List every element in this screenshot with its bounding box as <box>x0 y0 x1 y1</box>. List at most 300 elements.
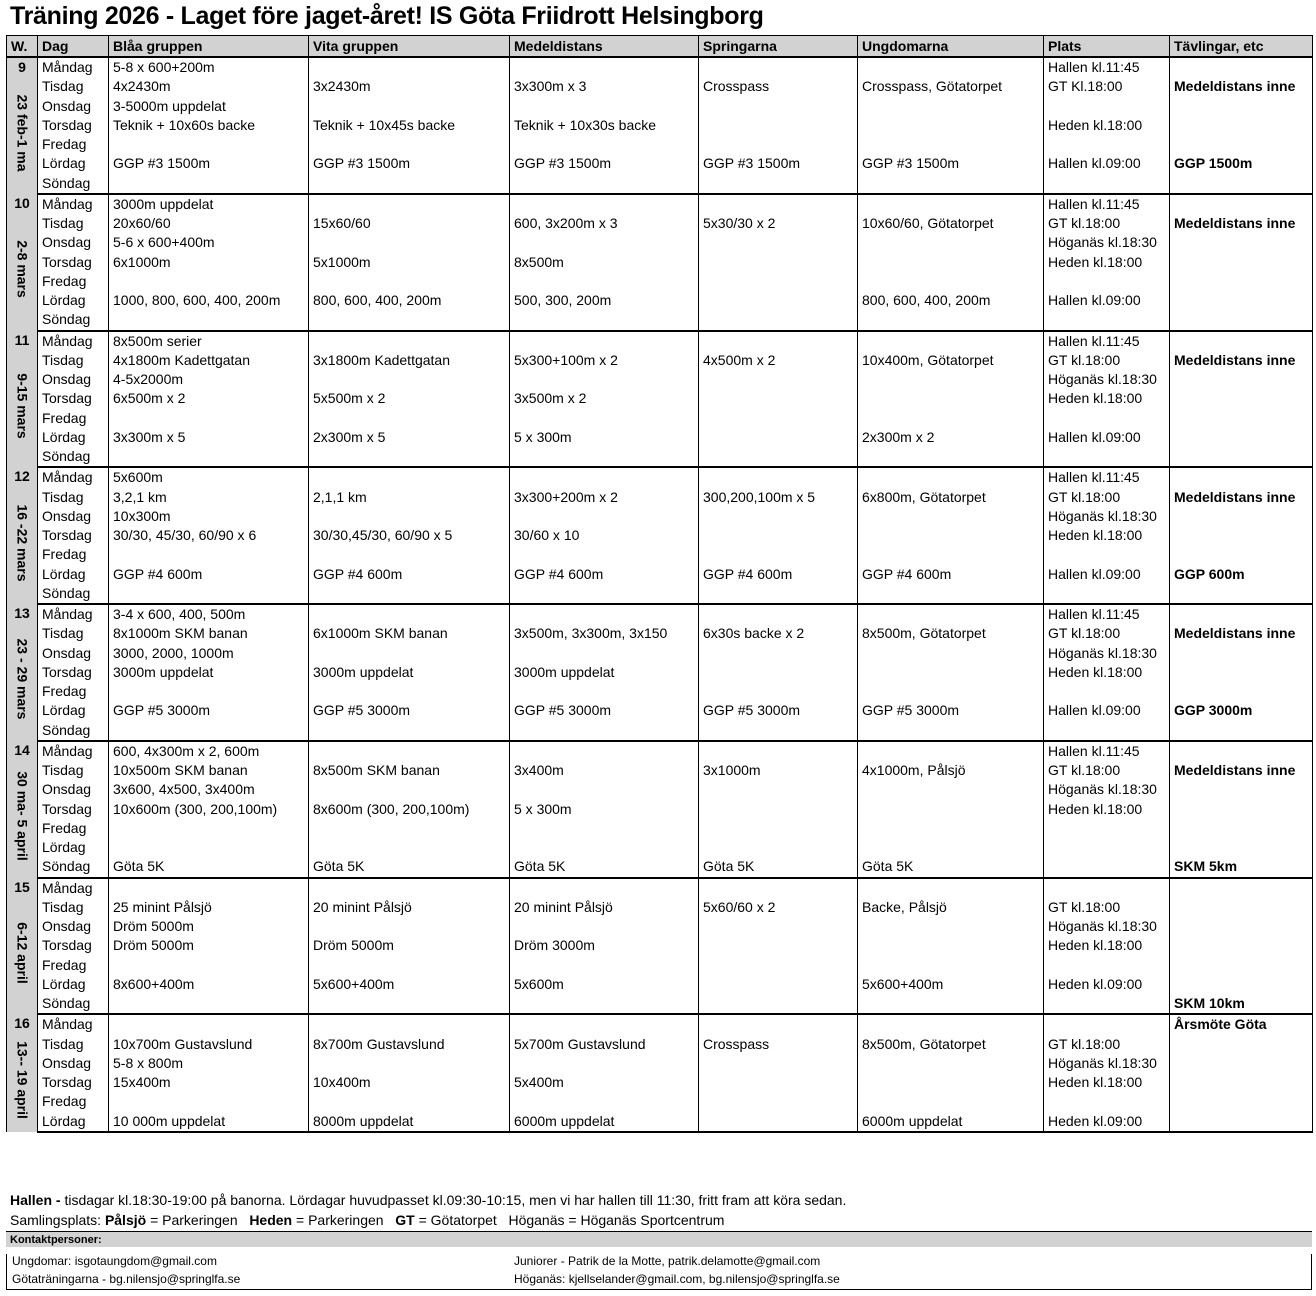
blue-group-cell: 5-8 x 600+200m <box>109 57 309 77</box>
youth-cell: GGP #3 1500m <box>858 154 1044 173</box>
day-cell: Fredag <box>38 1092 109 1111</box>
heden-text: = Parkeringen <box>292 1212 396 1228</box>
place-cell: Heden kl.18:00 <box>1044 116 1170 135</box>
blue-group-cell: 5-6 x 600+400m <box>109 233 309 252</box>
training-schedule-table <box>6 35 1313 1133</box>
schedule-row <box>7 174 1313 194</box>
youth-cell <box>858 644 1044 663</box>
youth-cell: Backe, Pålsjö <box>858 898 1044 917</box>
middle-distance-cell <box>510 819 699 838</box>
day-cell: Lördag <box>38 1112 109 1132</box>
day-cell: Måndag <box>38 878 109 898</box>
competitions-cell <box>1170 1054 1313 1073</box>
blue-group-cell <box>109 994 309 1014</box>
runners-cell <box>699 174 858 194</box>
day-cell: Onsdag <box>38 97 109 116</box>
week-number: 13 <box>14 605 30 621</box>
youth-cell: 6x800m, Götatorpet <box>858 488 1044 507</box>
runners-cell <box>699 194 858 214</box>
day-cell: Torsdag <box>38 800 109 819</box>
youth-cell <box>858 174 1044 194</box>
place-cell <box>1044 409 1170 428</box>
week-cell <box>7 604 38 741</box>
week-date-range: 6-12 april <box>14 922 31 984</box>
day-cell: Lördag <box>38 565 109 584</box>
youth-cell <box>858 604 1044 624</box>
place-cell: GT kl.18:00 <box>1044 488 1170 507</box>
schedule-row <box>7 351 1313 370</box>
place-cell <box>1044 310 1170 330</box>
blue-group-cell: 6x500m x 2 <box>109 389 309 408</box>
competitions-cell <box>1170 663 1313 682</box>
header-youth: Ungdomarna <box>858 36 1044 58</box>
blue-group-cell <box>109 682 309 701</box>
blue-group-cell: Dröm 5000m <box>109 917 309 936</box>
place-cell: Hallen kl.09:00 <box>1044 701 1170 720</box>
place-cell: GT kl.18:00 <box>1044 351 1170 370</box>
competitions-cell <box>1170 467 1313 487</box>
runners-cell <box>699 389 858 408</box>
youth-cell <box>858 389 1044 408</box>
schedule-row <box>7 800 1313 819</box>
runners-cell <box>699 1054 858 1073</box>
schedule-row <box>7 291 1313 310</box>
middle-distance-cell: GGP #5 3000m <box>510 701 699 720</box>
white-group-cell <box>309 819 510 838</box>
schedule-row <box>7 447 1313 467</box>
place-cell: Heden kl.18:00 <box>1044 800 1170 819</box>
youth-cell <box>858 917 1044 936</box>
white-group-cell <box>309 174 510 194</box>
schedule-row <box>7 253 1313 272</box>
blue-group-cell: GGP #4 600m <box>109 565 309 584</box>
day-cell: Lördag <box>38 838 109 857</box>
day-cell: Söndag <box>38 584 109 604</box>
header-middle-distance: Medeldistans <box>510 36 699 58</box>
white-group-cell <box>309 310 510 330</box>
place-cell <box>1044 994 1170 1014</box>
youth-cell: Crosspass, Götatorpet <box>858 77 1044 96</box>
place-cell <box>1044 721 1170 741</box>
schedule-row <box>7 701 1313 720</box>
schedule-row <box>7 682 1313 701</box>
competitions-cell: GGP 3000m <box>1170 701 1313 720</box>
schedule-row <box>7 370 1313 389</box>
header-day: Dag <box>38 36 109 58</box>
place-cell: Hallen kl.11:45 <box>1044 331 1170 351</box>
competitions-cell <box>1170 409 1313 428</box>
middle-distance-cell <box>510 741 699 761</box>
middle-distance-cell <box>510 174 699 194</box>
week-number: 10 <box>14 194 30 211</box>
blue-group-cell: 3x300m x 5 <box>109 428 309 447</box>
hallen-text: tisdagar kl.18:30-19:00 på banorna. Lördagar huvudpasset kl.09:30-10:15, men vi har hallen till 11:30, fritt fram att köra sedan. <box>60 1192 847 1208</box>
blue-group-cell: 10x600m (300, 200,100m) <box>109 800 309 819</box>
youth-cell <box>858 507 1044 526</box>
white-group-cell <box>309 838 510 857</box>
runners-cell <box>699 467 858 487</box>
runners-cell <box>699 310 858 330</box>
place-cell <box>1044 819 1170 838</box>
competitions-cell: Medeldistans inne <box>1170 624 1313 643</box>
place-cell: Höganäs kl.18:30 <box>1044 644 1170 663</box>
youth-cell <box>858 800 1044 819</box>
place-cell <box>1044 584 1170 604</box>
competitions-cell: Medeldistans inne <box>1170 488 1313 507</box>
day-cell: Måndag <box>38 331 109 351</box>
youth-cell <box>858 721 1044 741</box>
blue-group-cell: 10x700m Gustavslund <box>109 1035 309 1054</box>
schedule-row <box>7 604 1313 624</box>
competitions-cell <box>1170 57 1313 77</box>
competitions-cell <box>1170 370 1313 389</box>
schedule-row <box>7 57 1313 77</box>
day-cell: Fredag <box>38 956 109 975</box>
blue-group-cell: 8x500m serier <box>109 331 309 351</box>
white-group-cell <box>309 917 510 936</box>
white-group-cell <box>309 741 510 761</box>
header-blue-group: Blåa gruppen <box>109 36 309 58</box>
place-cell: Höganäs kl.18:30 <box>1044 917 1170 936</box>
middle-distance-cell <box>510 447 699 467</box>
competitions-cell <box>1170 644 1313 663</box>
middle-distance-cell: 3x300m x 3 <box>510 77 699 96</box>
runners-cell <box>699 291 858 310</box>
middle-distance-cell: 500, 300, 200m <box>510 291 699 310</box>
place-cell: Heden kl.09:00 <box>1044 1112 1170 1132</box>
blue-group-cell <box>109 956 309 975</box>
schedule-row <box>7 135 1313 154</box>
blue-group-cell: 6x1000m <box>109 253 309 272</box>
schedule-row <box>7 624 1313 643</box>
white-group-cell: 20 minint Pålsjö <box>309 898 510 917</box>
competitions-cell: Medeldistans inne <box>1170 214 1313 233</box>
place-cell: Hallen kl.11:45 <box>1044 467 1170 487</box>
middle-distance-cell <box>510 467 699 487</box>
competitions-cell <box>1170 233 1313 252</box>
day-cell: Tisdag <box>38 214 109 233</box>
schedule-row <box>7 975 1313 994</box>
competitions-cell <box>1170 447 1313 467</box>
place-cell: GT kl.18:00 <box>1044 214 1170 233</box>
white-group-cell: 10x400m <box>309 1073 510 1092</box>
day-cell: Torsdag <box>38 116 109 135</box>
place-cell <box>1044 682 1170 701</box>
day-cell: Torsdag <box>38 253 109 272</box>
competitions-cell <box>1170 741 1313 761</box>
youth-cell <box>858 370 1044 389</box>
week-number: 15 <box>14 878 30 895</box>
middle-distance-cell: Göta 5K <box>510 857 699 877</box>
day-cell: Måndag <box>38 467 109 487</box>
competitions-cell <box>1170 780 1313 799</box>
week-cell <box>7 467 38 604</box>
competitions-cell: GGP 1500m <box>1170 154 1313 173</box>
blue-group-cell: Teknik + 10x60s backe <box>109 116 309 135</box>
day-cell: Onsdag <box>38 917 109 936</box>
blue-group-cell: GGP #3 1500m <box>109 154 309 173</box>
middle-distance-cell <box>510 135 699 154</box>
runners-cell: 3x1000m <box>699 761 858 780</box>
blue-group-cell <box>109 409 309 428</box>
youth-cell <box>858 135 1044 154</box>
middle-distance-cell <box>510 194 699 214</box>
competitions-cell <box>1170 194 1313 214</box>
week-date-range: 9-15 mars <box>14 373 31 439</box>
place-cell: Höganäs kl.18:30 <box>1044 370 1170 389</box>
schedule-row <box>7 917 1313 936</box>
header-place: Plats <box>1044 36 1170 58</box>
day-cell: Lördag <box>38 428 109 447</box>
middle-distance-cell <box>510 917 699 936</box>
blue-group-cell: 3000m uppdelat <box>109 194 309 214</box>
youth-cell: 800, 600, 400, 200m <box>858 291 1044 310</box>
competitions-cell <box>1170 272 1313 291</box>
middle-distance-cell: 5x700m Gustavslund <box>510 1035 699 1054</box>
place-cell <box>1044 174 1170 194</box>
place-cell: Heden kl.18:00 <box>1044 253 1170 272</box>
runners-cell <box>699 97 858 116</box>
runners-cell <box>699 644 858 663</box>
runners-cell: 300,200,100m x 5 <box>699 488 858 507</box>
day-cell: Söndag <box>38 721 109 741</box>
competitions-cell <box>1170 1073 1313 1092</box>
youth-cell <box>858 1014 1044 1034</box>
middle-distance-cell <box>510 956 699 975</box>
schedule-row <box>7 545 1313 564</box>
white-group-cell <box>309 233 510 252</box>
white-group-cell <box>309 409 510 428</box>
runners-cell <box>699 1014 858 1034</box>
schedule-row <box>7 97 1313 116</box>
youth-cell: 8x500m, Götatorpet <box>858 624 1044 643</box>
white-group-cell: 8000m uppdelat <box>309 1112 510 1132</box>
blue-group-cell: 3x600, 4x500, 3x400m <box>109 780 309 799</box>
blue-group-cell <box>109 878 309 898</box>
place-cell: GT kl.18:00 <box>1044 1035 1170 1054</box>
competitions-cell <box>1170 604 1313 624</box>
white-group-cell <box>309 135 510 154</box>
competitions-cell <box>1170 135 1313 154</box>
day-cell: Fredag <box>38 682 109 701</box>
place-cell: Hallen kl.09:00 <box>1044 428 1170 447</box>
middle-distance-cell: 20 minint Pålsjö <box>510 898 699 917</box>
blue-group-cell: 3-5000m uppdelat <box>109 97 309 116</box>
week-number: 12 <box>14 468 30 485</box>
competitions-cell <box>1170 917 1313 936</box>
youth-cell <box>858 780 1044 799</box>
runners-cell: Crosspass <box>699 1035 858 1054</box>
competitions-cell: Årsmöte Göta <box>1170 1014 1313 1034</box>
youth-cell <box>858 819 1044 838</box>
middle-distance-cell: 6000m uppdelat <box>510 1112 699 1132</box>
blue-group-cell: 30/30, 45/30, 60/90 x 6 <box>109 526 309 545</box>
runners-cell <box>699 409 858 428</box>
week-date-range: 2-8 mars <box>14 240 31 298</box>
schedule-row <box>7 488 1313 507</box>
place-cell: Hallen kl.09:00 <box>1044 291 1170 310</box>
place-cell: Heden kl.18:00 <box>1044 936 1170 955</box>
day-cell: Måndag <box>38 741 109 761</box>
middle-distance-cell <box>510 1014 699 1034</box>
blue-group-cell <box>109 819 309 838</box>
runners-cell <box>699 272 858 291</box>
runners-cell <box>699 545 858 564</box>
runners-cell <box>699 956 858 975</box>
runners-cell <box>699 526 858 545</box>
runners-cell <box>699 994 858 1014</box>
white-group-cell: 3x1800m Kadettgatan <box>309 351 510 370</box>
place-cell: Höganäs kl.18:30 <box>1044 1054 1170 1073</box>
place-cell <box>1044 545 1170 564</box>
youth-cell <box>858 253 1044 272</box>
blue-group-cell <box>109 447 309 467</box>
competitions-cell <box>1170 682 1313 701</box>
runners-cell <box>699 1112 858 1132</box>
day-cell: Söndag <box>38 994 109 1014</box>
competitions-cell: GGP 600m <box>1170 565 1313 584</box>
youth-cell: 10x400m, Götatorpet <box>858 351 1044 370</box>
middle-distance-cell: Teknik + 10x30s backe <box>510 116 699 135</box>
middle-distance-cell: 3x400m <box>510 761 699 780</box>
blue-group-cell <box>109 584 309 604</box>
blue-group-cell <box>109 721 309 741</box>
day-cell: Lördag <box>38 975 109 994</box>
blue-group-cell <box>109 1092 309 1111</box>
schedule-row <box>7 154 1313 173</box>
white-group-cell <box>309 994 510 1014</box>
runners-cell <box>699 584 858 604</box>
place-cell: Hallen kl.09:00 <box>1044 565 1170 584</box>
competitions-cell <box>1170 898 1313 917</box>
middle-distance-cell: 5x600m <box>510 975 699 994</box>
runners-cell <box>699 604 858 624</box>
white-group-cell: GGP #3 1500m <box>309 154 510 173</box>
week-date-range: 16 -22 mars <box>14 504 31 582</box>
day-cell: Söndag <box>38 857 109 877</box>
runners-cell: 5x30/30 x 2 <box>699 214 858 233</box>
place-cell: GT kl.18:00 <box>1044 898 1170 917</box>
youth-cell <box>858 956 1044 975</box>
day-cell: Tisdag <box>38 1035 109 1054</box>
schedule-row <box>7 428 1313 447</box>
youth-cell: 8x500m, Götatorpet <box>858 1035 1044 1054</box>
middle-distance-cell <box>510 331 699 351</box>
competitions-cell: Medeldistans inne <box>1170 351 1313 370</box>
runners-cell <box>699 721 858 741</box>
heden-label: Heden <box>249 1212 293 1228</box>
youth-cell <box>858 545 1044 564</box>
schedule-row <box>7 741 1313 761</box>
middle-distance-cell: 3x500m, 3x300m, 3x150 <box>510 624 699 643</box>
schedule-row <box>7 819 1313 838</box>
middle-distance-cell <box>510 97 699 116</box>
white-group-cell: 2x300m x 5 <box>309 428 510 447</box>
runners-cell <box>699 1092 858 1111</box>
white-group-cell <box>309 604 510 624</box>
white-group-cell: 8x500m SKM banan <box>309 761 510 780</box>
schedule-row <box>7 272 1313 291</box>
place-cell: Höganäs kl.18:30 <box>1044 780 1170 799</box>
middle-distance-cell <box>510 409 699 428</box>
competitions-cell <box>1170 956 1313 975</box>
header-white-group: Vita gruppen <box>309 36 510 58</box>
place-cell <box>1044 272 1170 291</box>
gt-label: GT <box>395 1212 415 1228</box>
day-cell: Fredag <box>38 545 109 564</box>
white-group-cell <box>309 1014 510 1034</box>
competitions-cell <box>1170 936 1313 955</box>
middle-distance-cell <box>510 310 699 330</box>
schedule-row <box>7 857 1313 877</box>
youth-cell <box>858 663 1044 682</box>
week-date-range: 30 ma- 5 april <box>14 771 31 861</box>
white-group-cell: GGP #5 3000m <box>309 701 510 720</box>
white-group-cell <box>309 331 510 351</box>
schedule-row <box>7 389 1313 408</box>
place-cell <box>1044 857 1170 877</box>
competitions-cell: Medeldistans inne <box>1170 761 1313 780</box>
hallen-note <box>10 1192 846 1208</box>
white-group-cell: Göta 5K <box>309 857 510 877</box>
contact-juniors: Juniorer - Patrik de la Motte, patrik.delamotte@gmail.com <box>514 1254 821 1268</box>
place-cell: Heden kl.18:00 <box>1044 526 1170 545</box>
middle-distance-cell: 30/60 x 10 <box>510 526 699 545</box>
place-cell: Hallen kl.11:45 <box>1044 604 1170 624</box>
youth-cell: 5x600+400m <box>858 975 1044 994</box>
header-competitions: Tävlingar, etc <box>1170 36 1313 58</box>
white-group-cell <box>309 57 510 77</box>
day-cell: Söndag <box>38 447 109 467</box>
schedule-row <box>7 310 1313 330</box>
middle-distance-cell <box>510 584 699 604</box>
middle-distance-cell <box>510 507 699 526</box>
competitions-cell <box>1170 1035 1313 1054</box>
day-cell: Fredag <box>38 409 109 428</box>
place-cell: Hallen kl.09:00 <box>1044 154 1170 173</box>
white-group-cell: Teknik + 10x45s backe <box>309 116 510 135</box>
youth-cell: 4x1000m, Pålsjö <box>858 761 1044 780</box>
middle-distance-cell <box>510 878 699 898</box>
middle-distance-cell <box>510 780 699 799</box>
white-group-cell: 3x2430m <box>309 77 510 96</box>
competitions-cell <box>1170 1112 1313 1132</box>
day-cell: Onsdag <box>38 507 109 526</box>
place-cell: Heden kl.09:00 <box>1044 975 1170 994</box>
schedule-row <box>7 761 1313 780</box>
schedule-row <box>7 194 1313 214</box>
page-title: Träning 2026 - Laget före jaget-året! IS Göta Friidrott Helsingborg <box>10 2 764 30</box>
youth-cell <box>858 741 1044 761</box>
youth-cell: GGP #4 600m <box>858 565 1044 584</box>
day-cell: Söndag <box>38 310 109 330</box>
competitions-cell <box>1170 838 1313 857</box>
schedule-row <box>7 214 1313 233</box>
middle-distance-cell <box>510 994 699 1014</box>
place-cell <box>1044 956 1170 975</box>
blue-group-cell <box>109 174 309 194</box>
runners-cell <box>699 936 858 955</box>
white-group-cell: GGP #4 600m <box>309 565 510 584</box>
schedule-row <box>7 1035 1313 1054</box>
youth-cell <box>858 526 1044 545</box>
schedule-row <box>7 409 1313 428</box>
middle-distance-cell <box>510 233 699 252</box>
blue-group-cell <box>109 545 309 564</box>
white-group-cell <box>309 721 510 741</box>
middle-distance-cell <box>510 1092 699 1111</box>
white-group-cell <box>309 682 510 701</box>
